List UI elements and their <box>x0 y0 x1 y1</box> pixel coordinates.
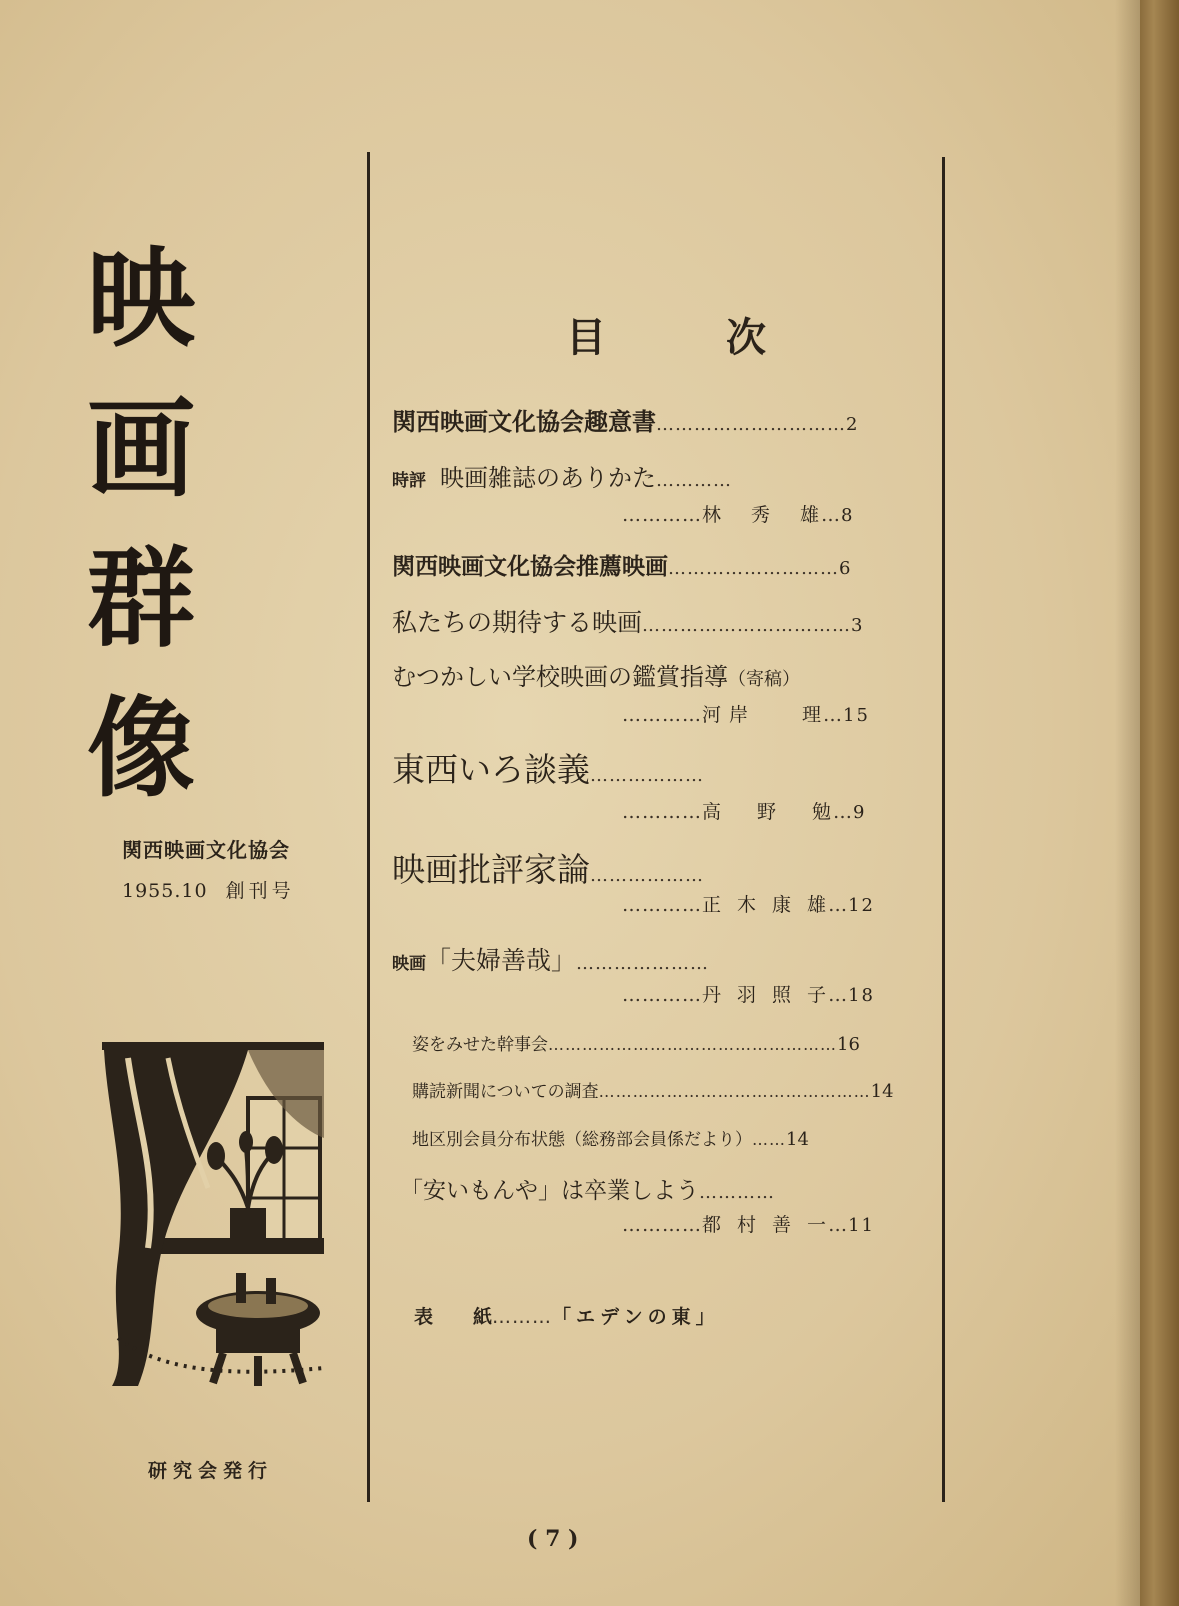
toc-page-number: 6 <box>839 558 851 579</box>
toc-leader: ………………… <box>576 953 710 974</box>
curtain-window-illustration <box>98 1038 328 1390</box>
title-char: 映 <box>86 237 195 362</box>
publisher: 研究会発行 <box>148 1460 274 1482</box>
toc-entry-title: 「夫婦善哉」 <box>426 946 577 975</box>
author-char: 丹 <box>702 984 724 1006</box>
toc-leader: ………… <box>656 470 732 491</box>
title-char: 群 <box>86 537 195 662</box>
toc-author-line: …………河 岸 理…15 <box>622 704 870 726</box>
binding-shadow <box>1115 0 1140 1606</box>
toc-heading-char: 次 <box>726 315 766 361</box>
toc-leader: ……………………… <box>668 558 839 579</box>
toc-leader: ……………… <box>590 765 704 786</box>
toc-entry <box>392 657 800 692</box>
author-char: 子 <box>807 984 829 1006</box>
toc-entry-title: 東西いろ談義 <box>392 750 590 789</box>
toc-author-line: …………正 木 康 雄…12 <box>622 894 875 916</box>
cover-value: 「エデンの東」 <box>552 1306 720 1328</box>
toc-heading <box>566 306 766 363</box>
toc-page-number: 8 <box>841 505 855 526</box>
toc-entry <box>392 548 850 581</box>
right-column-rule <box>942 157 945 1502</box>
toc-page-number: 9 <box>853 802 867 823</box>
toc-author-leader: ………… <box>622 504 702 526</box>
organization-name: 関西映画文化協会 <box>122 838 290 862</box>
author-char: 野 <box>757 801 779 823</box>
toc-entry-title: むつかしい学校映画の鑑賞指導 <box>392 663 728 691</box>
toc-page-number: 12 <box>848 895 875 916</box>
author-char: 康 <box>772 894 794 916</box>
toc-leader: ………………………… <box>656 414 846 435</box>
toc-author-leader: ………… <box>622 894 702 916</box>
author-char: 照 <box>772 984 794 1006</box>
toc-author-line: …………高 野 勉…9 <box>622 801 867 823</box>
author-char: 善 <box>772 1214 794 1236</box>
toc-author-leader: ………… <box>622 704 702 726</box>
issue-label: 創刊号 <box>225 880 295 902</box>
title-char: 画 <box>86 387 195 512</box>
toc-leader: …………………………………………… <box>548 1035 837 1054</box>
toc-page-number: 14 <box>786 1129 809 1150</box>
author-char: 理 <box>802 704 824 726</box>
toc-entry-title: 購読新聞についての調査 <box>412 1082 599 1102</box>
toc-leader: …………………………… <box>642 615 852 636</box>
author-char: 岸 <box>729 704 751 726</box>
issue-date: 1955.10 <box>122 880 208 902</box>
cover-label-char: 表 <box>414 1306 434 1328</box>
toc-author-line: …………丹 羽 照 子…18 <box>622 984 875 1006</box>
toc-entry <box>412 1125 809 1150</box>
magazine-title <box>76 225 206 825</box>
author-char: 河 <box>702 704 724 726</box>
toc-entry-prefix: 映画 <box>392 954 426 974</box>
author-char: 正 <box>702 894 724 916</box>
toc-author-line: …………林 秀 雄…8 <box>622 504 855 526</box>
toc-page-number: 2 <box>846 414 858 435</box>
toc-author-line: …………都 村 善 一…11 <box>622 1214 875 1236</box>
toc-author-leader: ………… <box>622 1214 702 1236</box>
author-char: 秀 <box>751 504 773 526</box>
cover-label-char: 紙 <box>473 1306 493 1328</box>
title-char: 像 <box>86 687 195 812</box>
toc-entry-title: 「安いもんや」は卒業しよう <box>400 1178 699 1204</box>
toc-entry <box>392 844 704 891</box>
toc-entry <box>392 603 862 639</box>
toc-author-leader: ………… <box>622 801 702 823</box>
author-char: 勉 <box>812 801 834 823</box>
author-char: 高 <box>702 801 724 823</box>
toc-leader: ………………………………………… <box>598 1082 871 1101</box>
author-char: 村 <box>737 1214 759 1236</box>
author-char: 羽 <box>737 984 759 1006</box>
issue-info <box>122 876 295 903</box>
toc-entry <box>392 458 732 493</box>
toc-page-number: 3 <box>851 615 863 636</box>
toc-leader: ………… <box>699 1182 775 1203</box>
toc-entry <box>392 744 704 791</box>
page-number: ( 7 ) <box>527 1526 579 1552</box>
toc-entry <box>412 1030 860 1055</box>
toc-entry <box>392 941 709 977</box>
toc-entry-title: 関西映画文化協会推薦映画 <box>392 554 668 580</box>
toc-leader: …… <box>752 1130 786 1149</box>
toc-page-number: 16 <box>837 1034 860 1055</box>
toc-page-number: 11 <box>848 1215 875 1236</box>
toc-heading-char: 目 <box>566 315 606 361</box>
author-char: 林 <box>702 504 724 526</box>
toc-entry-title: 私たちの期待する映画 <box>392 608 643 637</box>
toc-entry <box>400 1172 775 1205</box>
toc-entry <box>412 1077 894 1102</box>
toc-entry-title: 姿をみせた幹事会 <box>412 1035 548 1055</box>
toc-entry-title: 映画批評家論 <box>392 850 590 889</box>
toc-entry-title: 関西映画文化協会趣意書 <box>392 408 656 436</box>
cover-leader: ……… <box>492 1306 553 1328</box>
left-column-rule <box>367 152 370 1502</box>
toc-entry <box>392 402 857 437</box>
author-char: 木 <box>737 894 759 916</box>
toc-entry-title: 地区別会員分布状態（総務部会員係だより） <box>412 1130 752 1150</box>
cover-credit <box>414 1302 720 1329</box>
toc-entry-title: 映画雑誌のありかた <box>440 464 656 492</box>
toc-page-number: 15 <box>843 705 870 726</box>
author-char: 都 <box>702 1214 724 1236</box>
author-char: 雄 <box>807 894 829 916</box>
author-char: 雄 <box>800 504 822 526</box>
toc-author-leader: ………… <box>622 984 702 1006</box>
author-char: 一 <box>807 1214 829 1236</box>
toc-entry-note: （寄稿） <box>728 669 800 690</box>
toc-leader: ……………… <box>590 865 704 886</box>
toc-entry-prefix: 時評 <box>392 471 426 491</box>
toc-page-number: 14 <box>870 1081 894 1102</box>
toc-page-number: 18 <box>848 985 875 1006</box>
book-spine <box>1140 0 1179 1606</box>
